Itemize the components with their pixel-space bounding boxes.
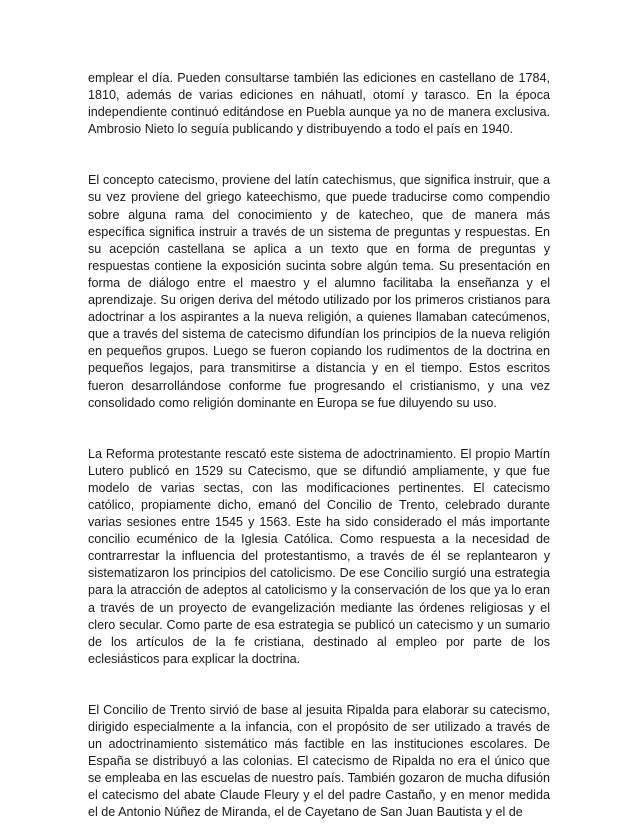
paragraph-catecismo-concepto: El concepto catecismo, proviene del latín catechismus, que significa instruir, que a su vez proviene del griego kateechismo, que puede traducirse como compendio sobre alguna rama del conocimiento y de katecheo, que de manera más específica significa instruir a través de un sistema de preguntas y respuestas. En su acepción castellana se aplica a un texto que en forma de preguntas y respuestas contiene la exposición sucinta sobre algún tema. Su presentación en forma de diálogo entre el maestro y el alumno facilitaba la enseñanza y el aprendizaje. Su origen deriva del método utilizado por los primeros cristianos para adoctrinar a los aspirantes a la nueva religión, a quienes llamaban catecúmenos, que a través del sistema de catecismo difundían los principios de la nueva religión en pequeños grupos. Luego se fueron copiando los rudimentos de la doctrina en pequeños legajos, para transmitirse a distancia y en el tiempo. Estos escritos fueron desarrollándose conforme fue progresando el cristianismo, y una vez consolidado como religión dominante en Europa se fue diluyendo su uso. (88, 173, 550, 410)
paragraph-concilio-trento: El Concilio de Trento sirvió de base al jesuita Ripalda para elaborar su catecismo, dirigido especialmente a la infancia, con el propósito de ser utilizado a través de un adoctrinamiento sistemático más factible en las instituciones escolares. De España se distribuyó a las colonias. El catecismo de Ripalda no era el único que se empleaba en las escuelas de nuestro país. También gozaron de mucha difusión el catecismo del abate Claude Fleury y el del padre Castaño, y en menor medida el de Antonio Núñez de Miranda, el de Cayetano de San Juan Bautista y el de (88, 702, 550, 820)
paragraph-reforma-protestante: La Reforma protestante rescató este sistema de adoctrinamiento. El propio Martín Lutero publicó en 1529 su Catecismo, que se difundió ampliamente, y que fue modelo de varias sectas, con las modificaciones pertinentes. El catecismo católico, propiamente dicho, emanó del Concilio de Trento, celebrado durante varias sesiones entre 1545 y 1563. Este ha sido considerado el más importante concilio ecuménico de la Iglesia Católica. Como respuesta a la necesidad de contrarrestar la influencia del protestantismo, a través de él se replantearon y sistematizaron los principios del catolicismo. De ese Concilio surgió una estrategia para la atracción de adeptos al catolicismo y la conservación de los que ya lo eran a través de un proyecto de evangelización mediante las órdenes religiosas y el clero secular. Como parte de esa estrategia se publicó un catecismo y un sumario de los artículos de la fe cristiana, destinado al empleo por parte de los eclesiásticos para explicar la doctrina. (88, 446, 550, 666)
document-page (88, 70, 550, 822)
paragraph-continuation: emplear el día. Pueden consultarse también las ediciones en castellano de 1784, 1810, además de varias ediciones en náhuatl, otomí y tarasco. En la época independiente continuó editándose en Puebla aunque ya no de manera exclusiva. Ambrosio Nieto lo seguía publicando y distribuyendo a todo el país en 1940. (88, 71, 550, 137)
